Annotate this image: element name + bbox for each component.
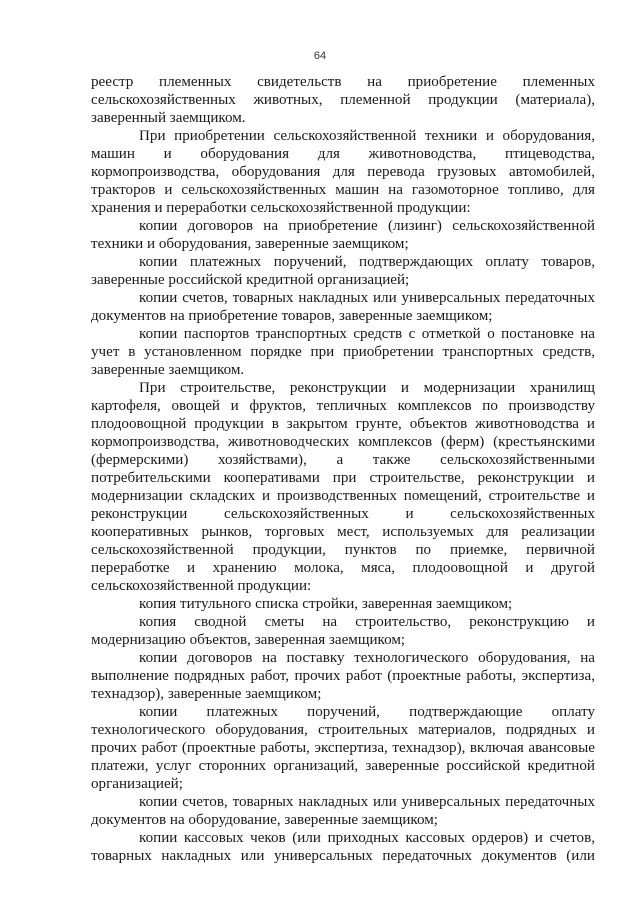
paragraph-registry-continuation: реестр племенных свидетельств на приобретение племенных сельскохозяйственных животных, племенной продукции (материала), заверенный заемщиком. [91, 74, 595, 126]
paragraph-construction: При строительстве, реконструкции и модернизации хранилищ картофеля, овощей и фруктов, тепличных комплексов по производству плодоовощной продукции в закрытом грунте, объектов животноводства и кормопроизводства, животноводческих комплексов (ферм) (крестьянскими (фермерскими) хозяйствами), а также сельскохозяйственными потребительскими кооперативами при строительстве, реконструкции и модернизации складских и производственных помещений, строительстве и реконструкции сельскохозяйственных и сельскохозяйственных кооперативных рынков, торговых мест, используемых для реализации сельскохозяйственной продукции, пунктов по приемке, первичной переработке и хранению молока, мяса, плодоовощной и другой сельскохозяйственной продукции: [91, 380, 595, 594]
paragraph-invoices-equipment: копии счетов, товарных накладных или универсальных передаточных документов на оборудование, заверенные заемщиком; [91, 794, 595, 828]
paragraph-vehicle-passports: копии паспортов транспортных средств с отметкой о постановке на учет в установленном порядке при приобретении транспортных средств, заверенные заемщиком. [91, 326, 595, 378]
paragraph-summary-estimate: копия сводной сметы на строительство, реконструкцию и модернизацию объектов, заверенная заемщиком; [91, 614, 595, 648]
paragraph-cash-receipts: копии кассовых чеков (или приходных кассовых ордеров) и счетов, товарных накладных или универсальных передаточных документов (или [91, 830, 595, 864]
paragraph-title-list: копия титульного списка стройки, заверенная заемщиком; [139, 596, 513, 612]
paragraph-payment-confirmations: копии платежных поручений, подтверждающие оплату технологического оборудования, строительных материалов, подрядных и прочих работ (проектные работы, экспертиза, технадзор), включая авансовые платежи, услуг сторонних организаций, заверенные российской кредитной организацией; [91, 704, 595, 792]
paragraph-supply-contracts: копии договоров на поставку технологического оборудования, на выполнение подрядных работ, прочих работ (проектные работы, экспертиза, технадзор), заверенные заемщиком; [91, 650, 595, 702]
paragraph-equipment-purchase: При приобретении сельскохозяйственной техники и оборудования, машин и оборудования для животноводства, птицеводства, кормопроизводства, оборудования для перевода грузовых автомобилей, тракторов и сельскохозяйственных машин на газомоторное топливо, для хранения и переработки сельскохозяйственной продукции: [91, 128, 595, 216]
document-body [91, 73, 595, 865]
paragraph-leasing-contracts: копии договоров на приобретение (лизинг) сельскохозяйственной техники и оборудования, заверенные заемщиком; [91, 218, 595, 252]
paragraph-invoices-goods: копии счетов, товарных накладных или универсальных передаточных документов на приобретение товаров, заверенные заемщиком; [91, 290, 595, 324]
page-number: 64 [313, 50, 327, 62]
paragraph-payment-orders: копии платежных поручений, подтверждающих оплату товаров, заверенные российской кредитной организацией; [91, 254, 595, 288]
